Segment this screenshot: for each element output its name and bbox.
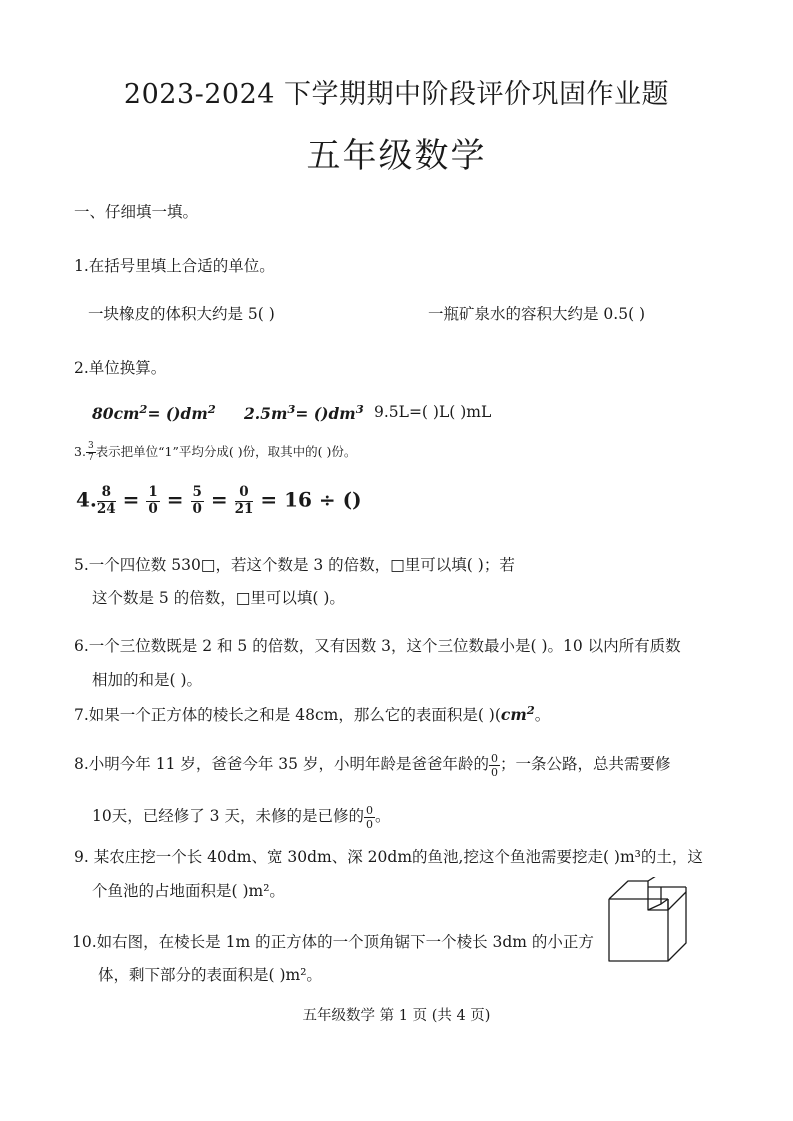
question-8-line-2: 10天，已经修了 3 天，未修的是已修的 $\frac{0}{0}$ 。 — [92, 803, 391, 831]
question-9-line-2: 个鱼池的占地面积是( )m²。 — [92, 882, 285, 900]
cube-with-corner-cut-figure — [606, 877, 690, 965]
question-2-stem: 2.单位换算。 — [74, 359, 167, 377]
question-1b: 一瓶矿泉水的容积大约是 0.5( ) — [428, 305, 646, 323]
question-9-line-1: 9. 某农庄挖一个长 40dm、宽 30dm、深 20dm的鱼池,挖这个鱼池需要挖走( )m³的土，这 — [74, 848, 703, 866]
question-2c: 9.5L=( )L( )mL — [374, 403, 492, 421]
question-5-line-2: 这个数是 5 的倍数，□里可以填( )。 — [92, 589, 345, 607]
section-heading: 一、仔细填一填。 — [74, 203, 199, 221]
page-subtitle: 五年级数学 — [306, 136, 487, 176]
question-7: 7.如果一个正方体的棱长之和是 48cm，那么它的表面积是( )($cm^2$。 — [74, 703, 551, 725]
question-10-line-1: 10.如右图，在棱长是 1m 的正方体的一个顶角锯下一个棱长 3dm 的小正方 — [72, 933, 594, 951]
question-4: 4. $\frac{8}{24}$ = $\frac{1}{0}$ = $\frac{5}{0}$ = $\frac{0}{21}$ = 16 ÷ () — [76, 484, 362, 517]
question-3: 3. $\frac{3}{7}$ 表示把单位“1”平均分成( )份，取其中的( )份。 — [74, 441, 357, 463]
question-6-line-2: 相加的和是( )。 — [92, 671, 203, 689]
question-8-line-1: 8.小明今年 11 岁，爸爸今年 35 岁，小明年龄是爸爸年龄的 $\frac{0}{0}$ ；一条公路，总共需要修 — [74, 751, 671, 779]
fraction-blank: $\frac{0}{0}$ — [365, 803, 373, 831]
question-2a: $80cm^2= ()dm^2$ — [92, 402, 216, 424]
fraction-blank: $\frac{0}{0}$ — [490, 751, 498, 779]
fraction-3-7: $\frac{3}{7}$ — [87, 441, 94, 463]
question-2b: $2.5m^3= ()dm^3$ — [244, 402, 364, 424]
question-5-line-1: 5.一个四位数 530□，若这个数是 3 的倍数，□里可以填( )；若 — [74, 556, 515, 574]
question-10-line-2: 体，剩下部分的表面积是( )m²。 — [98, 966, 322, 984]
page-title: 2023-2024 下学期期中阶段评价巩固作业题 — [123, 79, 670, 110]
page-footer: 五年级数学 第 1 页 (共 4 页) — [302, 1008, 491, 1024]
question-6-line-1: 6.一个三位数既是 2 和 5 的倍数，又有因数 3，这个三位数最小是( )。10 以内所有质数 — [74, 637, 681, 655]
question-1-stem: 1.在括号里填上合适的单位。 — [74, 257, 275, 275]
question-1a: 一块橡皮的体积大约是 5( ) — [88, 305, 275, 323]
